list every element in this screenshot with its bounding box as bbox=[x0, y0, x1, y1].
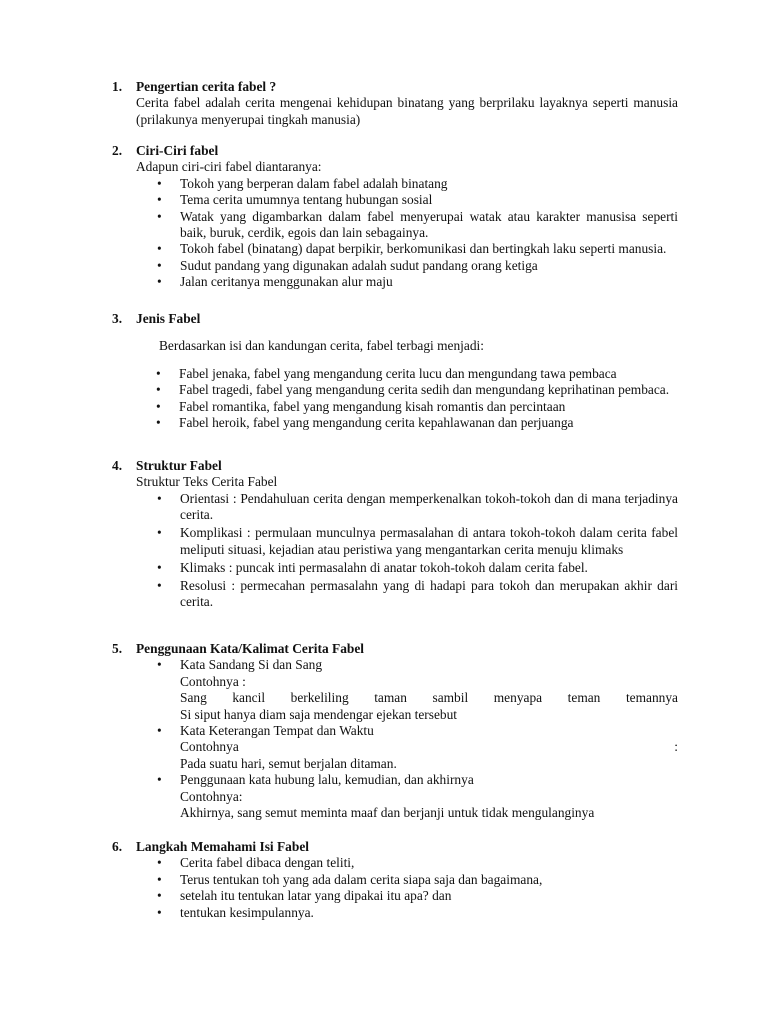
list-item: • Fabel romantika, fabel yang mengandung kisah romantis dan percintaan bbox=[136, 399, 678, 415]
item-label: • Kata Keterangan Tempat dan Waktu bbox=[180, 723, 374, 739]
section-number: 5. bbox=[112, 641, 123, 656]
list-item: • tentukan kesimpulannya. bbox=[136, 905, 678, 921]
bullet-list bbox=[136, 176, 678, 291]
list-item: • setelah itu tentukan latar yang dipakai itu apa? dan bbox=[136, 888, 678, 904]
list-item: • Sudut pandang yang digunakan adalah sudut pandang orang ketiga bbox=[136, 258, 678, 274]
section-2 bbox=[112, 143, 678, 291]
section-title: Penggunaan Kata/Kalimat Cerita Fabel bbox=[136, 641, 365, 656]
section-title: Pengertian cerita fabel ? bbox=[136, 79, 277, 94]
list-item: • Watak yang digambarkan dalam fabel menyerupai watak atau karakter manusisa seperti baik, buruk, cerdik, egois dan lain sebagainya. bbox=[136, 209, 678, 242]
list-item: • Fabel jenaka, fabel yang mengandung cerita lucu dan mengundang tawa pembaca bbox=[136, 366, 678, 382]
list-item bbox=[136, 723, 678, 772]
example-line: Si siput hanya diam saja mendengar ejekan tersebut bbox=[180, 706, 458, 722]
list-item: • Fabel tragedi, fabel yang mengandung cerita sedih dan mengundang keprihatinan pembaca. bbox=[136, 382, 678, 398]
list-item: • Resolusi : permecahan permasalahn yang di hadapi para tokoh dan merupakan akhir dari cerita. bbox=[136, 578, 678, 611]
bullet-list bbox=[136, 491, 678, 611]
item-label: • Kata Sandang Si dan Sang bbox=[180, 657, 323, 673]
section-5 bbox=[112, 641, 678, 821]
section-number: 2. bbox=[112, 143, 123, 158]
section-intro: Struktur Teks Cerita Fabel bbox=[136, 474, 278, 490]
section-number: 3. bbox=[112, 311, 123, 326]
section-title: Struktur Fabel bbox=[136, 458, 222, 473]
list-item: • Terus tentukan toh yang ada dalam cerita siapa saja dan bagaimana, bbox=[136, 872, 678, 888]
section-number: 1. bbox=[112, 79, 123, 94]
section-intro: Adapun ciri-ciri fabel diantaranya: bbox=[136, 159, 322, 175]
example-line: Pada suatu hari, semut berjalan ditaman. bbox=[180, 755, 397, 771]
list-item: • Komplikasi : permulaan munculnya permasalahan di antara tokoh-tokoh dalam cerita fabel meliputi situasi, kejadian atau peristiwa yang mengantarkan cerita menuju klimaks bbox=[136, 525, 678, 558]
section-paragraph: Cerita fabel adalah cerita mengenai kehidupan binatang yang berprilaku layaknya seperti manusia (prilakunya menyerupai tingkah manusia) bbox=[136, 95, 678, 127]
example-line: Akhirnya, sang semut meminta maaf dan berjanji untuk tidak mengulanginya bbox=[180, 805, 595, 821]
list-item bbox=[136, 772, 678, 821]
section-1 bbox=[112, 79, 678, 128]
section-3 bbox=[112, 311, 678, 431]
bullet-list bbox=[136, 855, 678, 921]
list-item: • Orientasi : Pendahuluan cerita dengan memperkenalkan tokoh-tokoh dan di mana terjadinya cerita. bbox=[136, 491, 678, 524]
section-number: 4. bbox=[112, 458, 123, 473]
example-label-row bbox=[180, 739, 678, 755]
section-title: Jenis Fabel bbox=[136, 311, 201, 326]
bullet-list bbox=[136, 366, 678, 432]
list-item: • Tokoh fabel (binatang) dapat berpikir, berkomunikasi dan bertingkah laku seperti manusia. bbox=[136, 241, 678, 257]
section-title: Ciri-Ciri fabel bbox=[136, 143, 219, 158]
section-6 bbox=[112, 839, 678, 921]
list-item: • Jalan ceritanya menggunakan alur maju bbox=[136, 274, 678, 290]
section-4 bbox=[112, 458, 678, 612]
example-label: Contohnya : bbox=[180, 673, 246, 689]
list-item: • Fabel heroik, fabel yang mengandung cerita kepahlawanan dan perjuanga bbox=[136, 415, 678, 431]
item-label: • Penggunaan kata hubung lalu, kemudian, dan akhirnya bbox=[180, 772, 474, 788]
example-label: Contohnya bbox=[180, 739, 239, 755]
section-title: Langkah Memahami Isi Fabel bbox=[136, 839, 309, 854]
example-label: Contohnya: bbox=[180, 788, 243, 804]
list-item bbox=[136, 657, 678, 723]
list-item: • Klimaks : puncak inti permasalahn di anatar tokoh-tokoh dalam cerita fabel. bbox=[136, 560, 678, 576]
list-item: • Tokoh yang berperan dalam fabel adalah binatang bbox=[136, 176, 678, 192]
example-colon: : bbox=[674, 739, 678, 755]
bullet-list bbox=[136, 657, 678, 821]
list-item: • Cerita fabel dibaca dengan teliti, bbox=[136, 855, 678, 871]
section-number: 6. bbox=[112, 839, 123, 854]
example-line: Sang kancil berkeliling taman sambil menyapa teman temannya bbox=[180, 690, 678, 706]
list-item: • Tema cerita umumnya tentang hubungan sosial bbox=[136, 192, 678, 208]
section-intro: Berdasarkan isi dan kandungan cerita, fabel terbagi menjadi: bbox=[159, 338, 484, 354]
